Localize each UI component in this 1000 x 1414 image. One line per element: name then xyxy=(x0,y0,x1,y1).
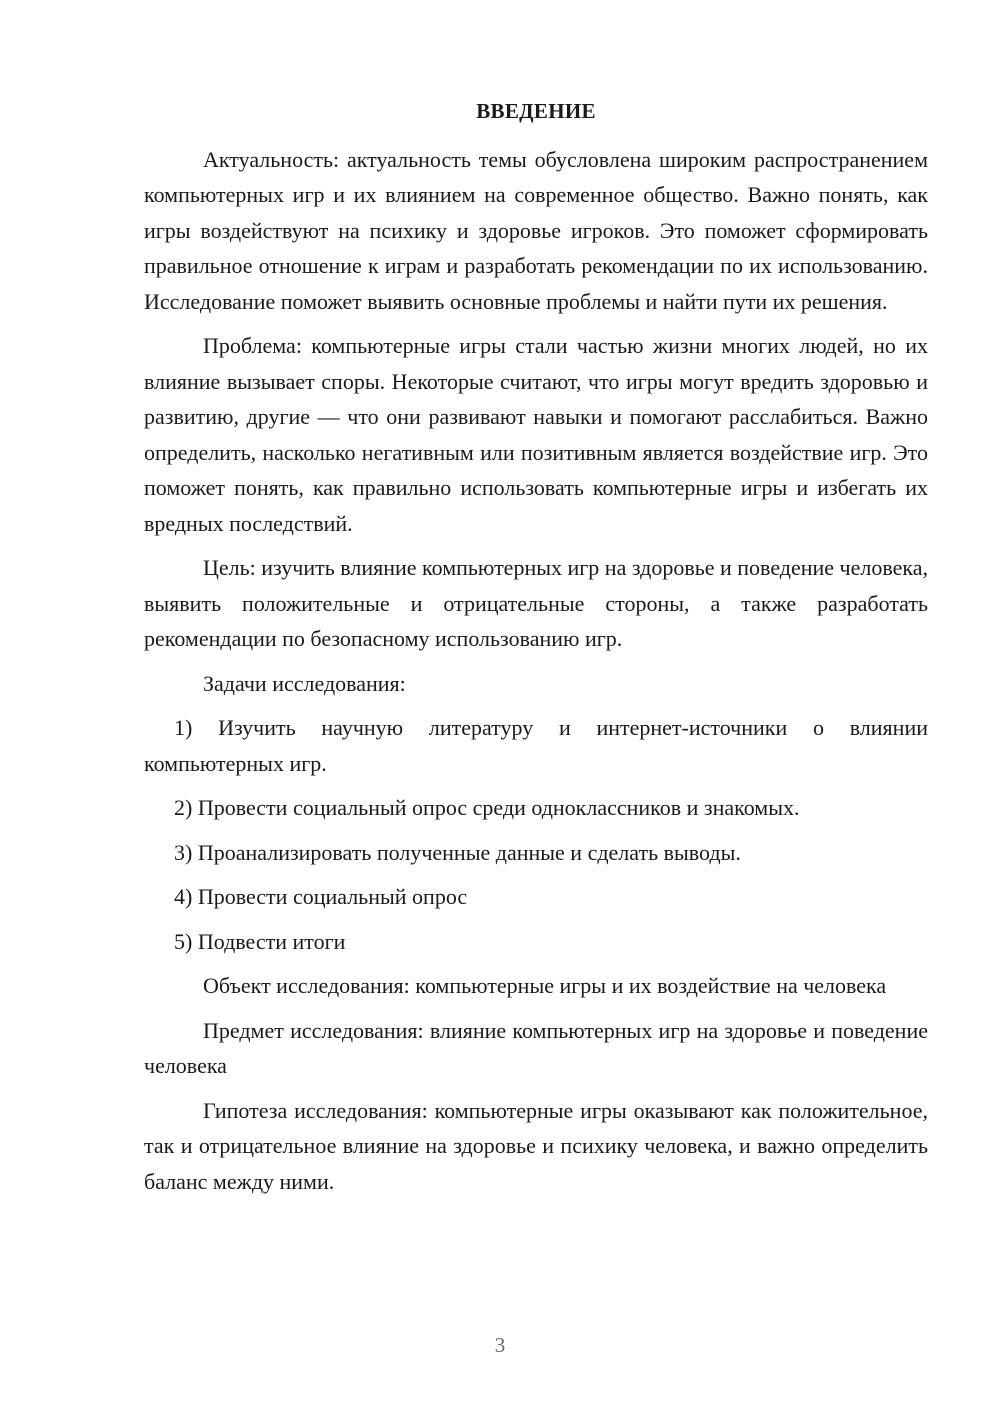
document-page xyxy=(144,94,928,1208)
paragraph-problem: Проблема: компьютерные игры стали частью жизни многих людей, но их влияние вызывает споры. Некоторые считают, что игры могут вредить здоровью и развитию, другие — что они развивают навыки и помогают расслабиться. Важно определить, насколько негативным или позитивным является воздействие игр. Это поможет понять, как правильно использовать компьютерные игры и избегать их вредных последствий. xyxy=(144,333,928,536)
task-item: 2) Провести социальный опрос среди одноклассников и знакомых. xyxy=(174,795,800,820)
task-item: 5) Подвести итоги xyxy=(174,928,346,954)
paragraph-object: Объект исследования: компьютерные игры и их воздействие на человека xyxy=(203,973,887,998)
task-item: 1) Изучить научную литературу и интернет-источники о влиянии компьютерных игр. xyxy=(144,715,928,776)
task-item: 4) Провести социальный опрос xyxy=(174,884,468,909)
paragraph-goal: Цель: изучить влияние компьютерных игр на здоровье и поведение человека, выявить положительные и отрицательные стороны, а также разработать рекомендации по безопасному использованию игр. xyxy=(144,555,929,651)
tasks-heading: Задачи исследования: xyxy=(203,670,406,696)
paragraph-relevance: Актуальность: актуальность темы обусловлена широким распространением компьютерных игр и их влиянием на современное общество. Важно понять, как игры воздействуют на психику и здоровье игроков. Это поможет сформировать правильное отношение к играм и разработать рекомендации по их использованию. Исследование поможет выявить основные проблемы и найти пути их решения. xyxy=(144,146,928,314)
tasks-list xyxy=(144,710,928,959)
page-title: ВВЕДЕНИЕ xyxy=(476,99,596,123)
paragraph-hypothesis: Гипотеза исследования: компьютерные игры оказывают как положительное, так и отрицательное влияние на здоровье и психику человека, и важно определить баланс между ними. xyxy=(144,1097,928,1194)
page-number: 3 xyxy=(494,1333,506,1357)
paragraph-subject: Предмет исследования: влияние компьютерных игр на здоровье и поведение человека xyxy=(144,1017,928,1078)
task-item: 3) Проанализировать полученные данные и сделать выводы. xyxy=(174,839,741,865)
